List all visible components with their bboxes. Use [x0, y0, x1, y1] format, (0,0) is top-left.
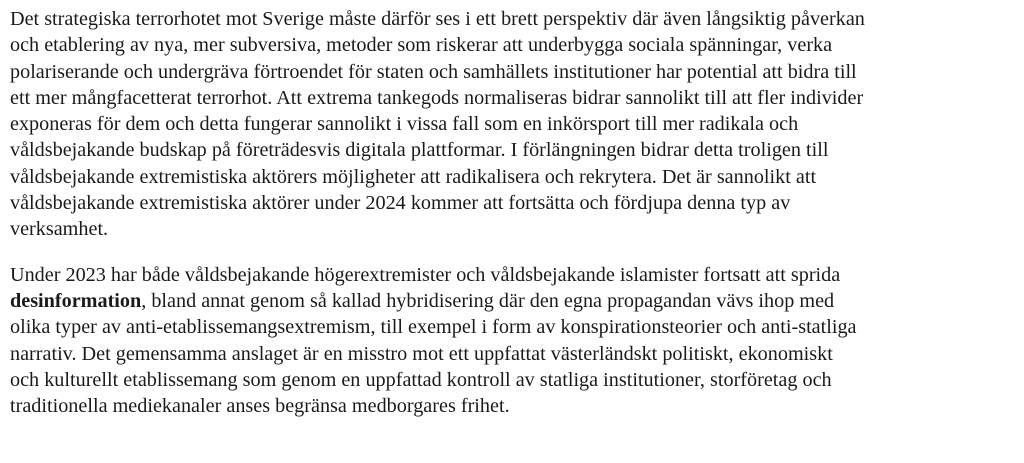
text-line: ett mer mångfacetterat terrorhot. Att extrema tankegods normaliseras bidrar sannolikt till att fler individer — [10, 86, 864, 109]
text-line: och etablering av nya, mer subversiva, metoder som riskerar att underbygga sociala spänningar, verka — [10, 34, 833, 57]
text-line: narrativ. Det gemensamma anslaget är en misstro mot ett uppfattat västerländskt politiskt, ekonomiskt — [10, 342, 833, 365]
paragraph-strategic-threat — [10, 6, 1016, 243]
text-line: våldsbejakande extremistiska aktörer under 2024 kommer att fortsätta och fördjupa denna typ av — [10, 192, 791, 215]
text-line: verksamhet. — [10, 218, 109, 241]
text-line — [10, 288, 1016, 314]
text-line: traditionella mediekanaler anses begränsa medborgares frihet. — [10, 395, 510, 418]
text-line: och kulturellt etablissemang som genom en uppfattad kontroll av statliga institutioner, storföretag och — [10, 368, 832, 391]
paragraph-disinformation — [10, 262, 1016, 420]
text-line: Under 2023 har både våldsbejakande högerextremister och våldsbejakande islamister fortsatt att sprida — [10, 263, 841, 286]
text-line: Det strategiska terrorhotet mot Sverige måste därför ses i ett brett perspektiv där även långsiktig påverkan — [10, 8, 865, 30]
text-line: olika typer av anti-etablissemangsextremism, till exempel i form av konspirationsteorier och anti-statliga — [10, 316, 857, 339]
text-line: våldsbejakande extremistiska aktörers möjligheter att radikalisera och rekrytera. Det är sannolikt att — [10, 165, 817, 188]
bold-term-desinformation: desinformation — [10, 289, 142, 312]
text-line: exponeras för dem och detta fungerar sannolikt i vissa fall som en inkörsport till mer radikala och — [10, 113, 799, 136]
text-line: polariserande och undergräva förtroendet för staten och samhällets institutioner har potential att bidra till — [10, 60, 857, 83]
text-line: våldsbejakande budskap på företrädesvis digitala plattformar. I förlängningen bidrar detta troligen till — [10, 139, 829, 162]
text-run: , bland annat genom så kallad hybridisering där den egna propagandan vävs ihop med — [141, 289, 835, 312]
